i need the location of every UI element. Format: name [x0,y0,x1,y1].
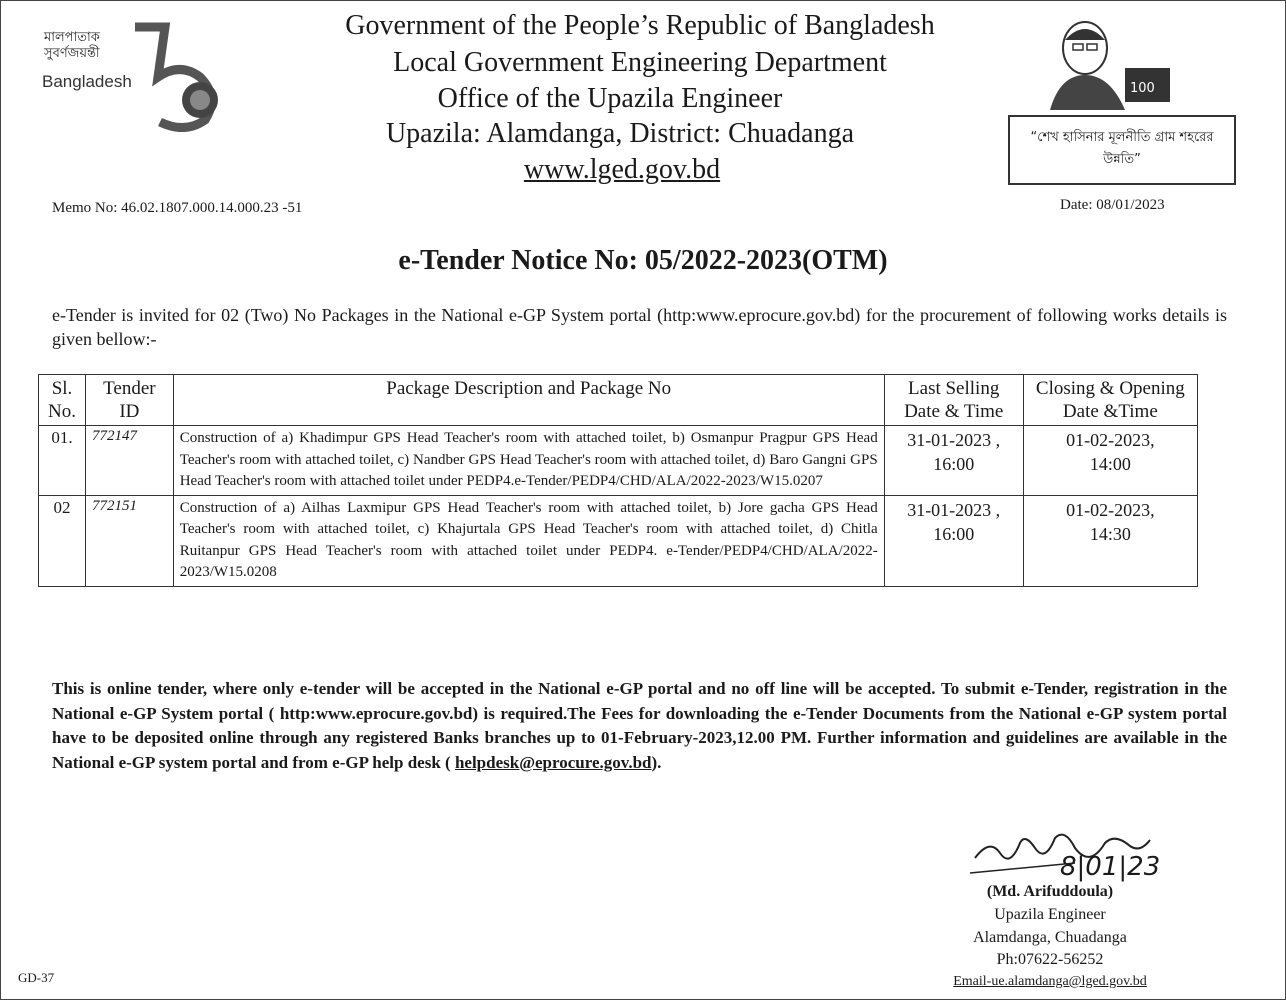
header-closing-date: Closing & Opening Date &Time [1023,375,1197,426]
tender-table [38,374,1198,587]
header-government: Government of the People’s Republic of Bangladesh [345,10,935,41]
row-selling-datetime [884,426,1023,496]
header-upazila: Upazila: Alamdanga, District: Chuadanga [385,118,855,149]
header-office: Office of the Upazila Engineer [437,83,783,114]
selling-time: 16:00 [933,454,975,474]
footer-code: GD-37 [18,970,55,985]
signatory-email-link[interactable]: Email-ue.alamdanga@lged.gov.bd [953,974,1147,989]
notice-paragraph [52,677,1227,775]
header-department: Local Government Engineering Department [393,47,887,78]
row-sl-no: 02 [39,495,86,586]
row-closing-datetime [1023,495,1197,586]
closing-date: 01-02-2023, [1066,499,1155,520]
table-row [39,426,1198,496]
logo-country-text: Bangladesh [42,72,132,91]
row-description: Construction of a) Khadimpur GPS Head Teacher's room with attached toilet, b) Osmanpur Pragpur GPS Head Teacher's room with attached toilet, c) Nandber GPS Head Teacher's room with attached toilet, d) Baro Gangni GPS Head Teacher's room with attached toilet under PEDP4.e-Tender/PEDP4/CHD/ALA/2022-2023/W15.0207 [173,426,884,496]
header-website-link[interactable]: www.lged.gov.bd [523,154,721,185]
helpdesk-email-link[interactable]: helpdesk@eprocure.gov.bd [454,752,652,772]
signatory-designation: Upazila Engineer [994,906,1106,923]
signature-date: 8|01|23 [1060,852,1161,882]
closing-time: 14:00 [1089,454,1131,474]
row-description: Construction of a) Ailhas Laxmipur GPS Head Teacher's room with attached toilet, b) Jore gacha GPS Head Teacher's room with attached toilet, c) Khajurtala GPS Head Teacher's room with attached toilet, d) Chitla Ruitanpur GPS Head Teacher's room with attached toilet under PEDP4. e-Tender/PEDP4/CHD/ALA/2022-2023/W15.0208 [173,495,884,586]
intro-paragraph: e-Tender is invited for 02 (Two) No Packages in the National e-GP System portal (http:www.eprocure.gov.bd) for the procurement of following works details is given bellow:- [52,305,1227,349]
slogan-box: “শেখ হাসিনার মূলনীতি গ্রাম শহরের উন্নতি” [1008,115,1236,185]
table-header-row [39,375,1198,426]
selling-date: 31-01-2023 , [907,430,1001,450]
closing-date: 01-02-2023, [1066,430,1155,450]
notice-end: ). [651,752,662,772]
svg-text:100: 100 [1130,81,1155,96]
notice-text: This is online tender, where only e-tender will be accepted in the National e-GP portal and no off line will be accepted. To submit e-Tender, registration in the National e-GP System portal ( http:www.eprocure.gov.bd) is required.The Fees for downloading the e-Tender Documents from the National e-GP system portal have to be deposited online through any registered Banks branches up to 01-February-2023,12.00 PM. Further information and guidelines are available in the National e-GP system portal and from e-GP help desk ( [52,679,1227,772]
signatory-name: (Md. Arifuddoula) [986,883,1114,900]
signatory-location: Alamdanga, Chuadanga [973,929,1127,946]
signatory-phone: Ph:07622-56252 [996,951,1104,968]
row-sl-no: 01. [39,426,86,496]
table-row [39,495,1198,586]
selling-time: 16:00 [933,523,975,544]
memo-number: Memo No: 46.02.1807.000.14.000.23 -51 [52,200,303,216]
header-description: Package Description and Package No [173,375,884,426]
portrait-emblem [1040,10,1190,110]
row-selling-datetime [884,495,1023,586]
row-tender-id: 772147 [86,426,174,496]
notice-title: e-Tender Notice No: 05/2022-2023(OTM) [398,245,888,276]
header-sl-no: Sl. No. [39,375,86,426]
header-selling-date: Last Selling Date & Time [884,375,1023,426]
notice-date: Date: 08/01/2023 [1060,197,1165,213]
selling-date: 31-01-2023 , [907,499,1001,520]
row-closing-datetime [1023,426,1197,496]
logo-bangla-text: মালপাতাক সুবর্ণজয়ন্তী [44,30,100,61]
row-tender-id: 772151 [86,495,174,586]
closing-time: 14:30 [1089,523,1131,544]
header-tender-id: Tender ID [86,375,174,426]
